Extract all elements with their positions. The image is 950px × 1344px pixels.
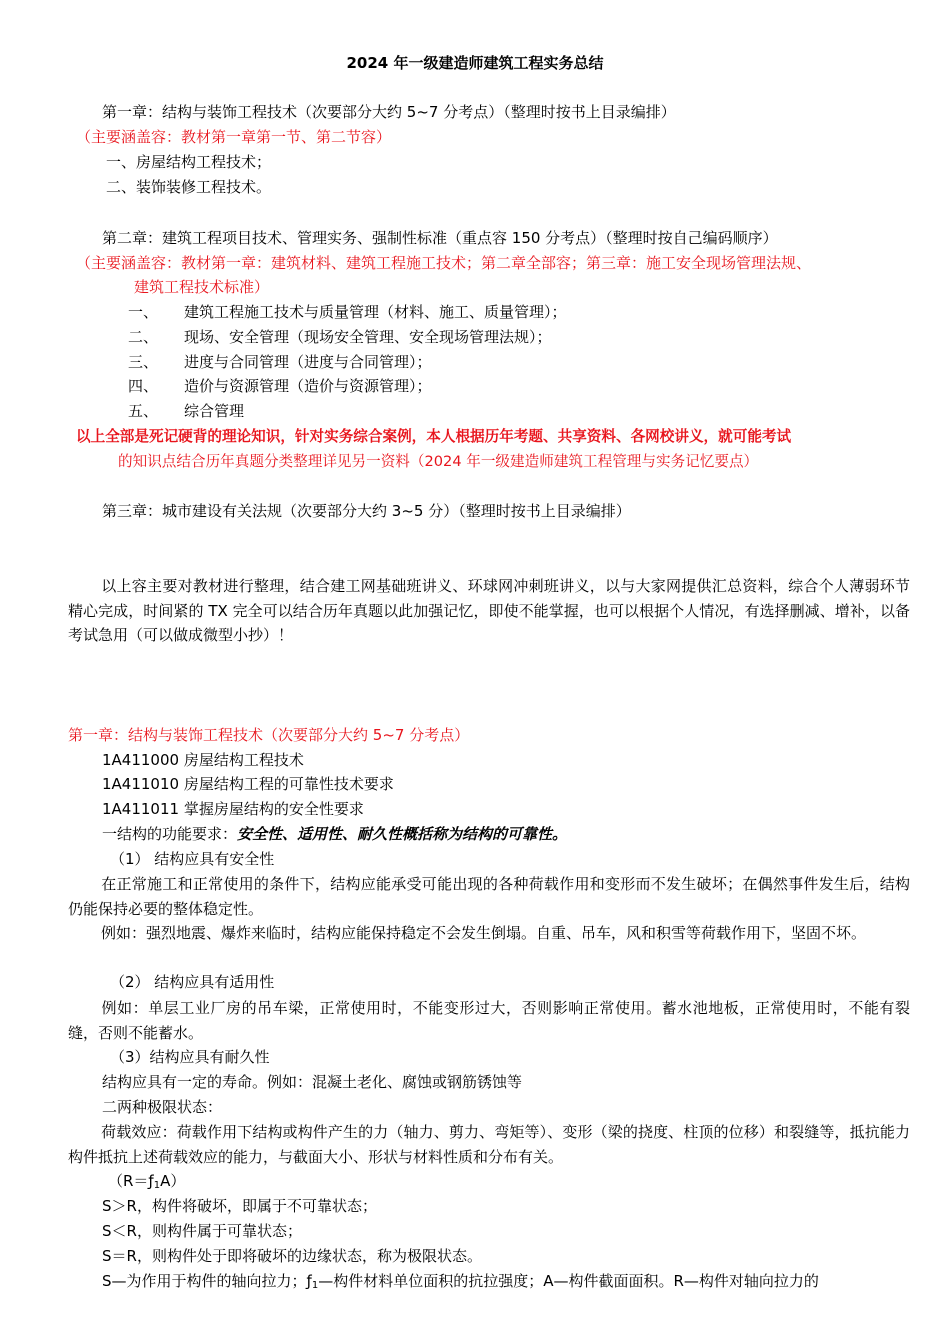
ch2-item-number: 二、 [128, 328, 159, 346]
ch2-item-text: 现场、安全管理（现场安全管理、安全现场管理法规）； [184, 328, 552, 346]
section-code-2: 1A411010 房屋结构工程的可靠性技术要求 [102, 775, 394, 793]
definition-line [102, 1270, 819, 1292]
ch2-item [128, 351, 432, 373]
ch2-scope-line-1: （主要涵盖容：教材第一章：建筑材料、建筑工程施工技术；第二章全部容；第三章：施工安全现场管理法规、 [76, 254, 812, 272]
ch2-item-number: 五、 [128, 402, 159, 420]
ch2-item [128, 301, 567, 323]
load-effect-text: 荷载效应：荷载作用下结构或构件产生的力（轴力、剪力、弯矩等）、变形（梁的挠度、柱顶的位移）和裂缝等，抵抗能力构件抵抗上述荷载效应的能力，与截面大小、形状与材料性质和分布有关。 [68, 1123, 910, 1166]
ch2-item-text: 建筑工程施工技术与质量管理（材料、施工、质量管理）； [184, 303, 567, 321]
function-emphasis: 安全性、适用性、耐久性概括称为结构的可靠性。 [237, 825, 568, 843]
formula [108, 1170, 185, 1192]
ch2-scope-line-2: 建筑工程技术标准） [134, 278, 270, 296]
ch2-item-text: 造价与资源管理（造价与资源管理）； [184, 377, 432, 395]
serviceability-heading: （2） 结构应具有适用性 [110, 973, 275, 991]
durability-heading: （3）结构应具有耐久性 [110, 1048, 270, 1066]
ch2-item-text: 进度与合同管理（进度与合同管理）； [184, 353, 432, 371]
safety-heading: （1） 结构应具有安全性 [110, 850, 275, 868]
condition-3: S＝R，则构件处于即将破坏的边缘状态，称为极限状态。 [102, 1247, 482, 1265]
definition-part: —构件材料单位面积的抗拉强度；A—构件截面面积。R—构件对轴向拉力的 [318, 1272, 819, 1290]
serviceability-example-text: 例如：单层工业厂房的吊车梁，正常使用时，不能变形过大，否则影响正常使用。蓄水池地板，正常使用时，不能有裂缝，否则不能蓄水。 [68, 999, 910, 1042]
section-code-1: 1A411000 房屋结构工程技术 [102, 751, 304, 769]
ch2-item [128, 375, 432, 397]
formula-subscript: 1 [153, 1180, 161, 1191]
load-effect-paragraph [68, 1120, 910, 1169]
formula-part: （R＝ƒ [108, 1172, 154, 1190]
function-requirement [102, 823, 567, 845]
ch1-item-1: 一、房屋结构工程技术； [106, 153, 272, 171]
ch2-item [128, 326, 552, 348]
formula-part: A） [160, 1172, 186, 1190]
ch2-note-line-2: 的知识点结合历年真题分类整理详见另一资料（2024 年一级建造师建筑工程管理与实务记忆要点） [118, 453, 759, 470]
ch3-outline-heading: 第三章：城市建设有关法规（次要部分大约 3~5 分）（整理时按书上目录编排） [102, 502, 631, 520]
function-label: 一结构的功能要求： [102, 825, 238, 843]
definition-part: S—为作用于构件的轴向拉力；ƒ [102, 1272, 312, 1290]
body-ch1-heading: 第一章：结构与装饰工程技术（次要部分大约 5~7 分考点） [68, 726, 470, 744]
ch2-note-line-1: 以上全部是死记硬背的理论知识，针对实务综合案例，本人根据历年考题、共享资料、各网校讲义，就可能考试 [76, 428, 792, 445]
intro-paragraph [68, 574, 910, 648]
ch2-item-number: 三、 [128, 353, 159, 371]
safety-paragraph [68, 872, 910, 921]
ch2-outline-heading: 第二章：建筑工程项目技术、管理实务、强制性标准（重点容 150 分考点）（整理时按自己编码顺序） [102, 229, 778, 247]
section-code-3: 1A411011 掌握房屋结构的安全性要求 [102, 800, 364, 818]
condition-1: S＞R，构件将破坏，即属于不可靠状态； [102, 1197, 377, 1215]
serviceability-example [68, 996, 910, 1045]
document-title: 2024 年一级建造师建筑工程实务总结 [346, 54, 604, 72]
limit-states-heading: 二两种极限状态： [102, 1098, 223, 1116]
ch1-scope: （主要涵盖容：教材第一章第一节、第二节容） [76, 128, 392, 146]
ch1-outline-heading: 第一章：结构与装饰工程技术（次要部分大约 5~7 分考点）（整理时按书上目录编排） [102, 103, 676, 121]
ch2-item [128, 400, 244, 422]
intro-text: 以上容主要对教材进行整理，结合建工网基础班讲义、环球网冲刺班讲义，以与大家网提供汇总资料，综合个人薄弱环节精心完成，时间紧的 TX 完全可以结合历年真题以此加强记忆，即使不能掌握，也可以根据个人情况，有选择删减、增补，以备考试急用（可以做成微型小抄）！ [68, 577, 910, 644]
condition-2: S＜R，则构件属于可靠状态； [102, 1222, 302, 1240]
safety-text: 在正常施工和正常使用的条件下，结构应能承受可能出现的各种荷载作用和变形而不发生破坏；在偶然事件发生后，结构仍能保持必要的整体稳定性。 [68, 875, 910, 918]
safety-example-text: 例如：强烈地震、爆炸来临时，结构应能保持稳定不会发生倒塌。自重、吊车，风和积雪等荷载作用下，坚固不坏。 [101, 924, 867, 942]
definition-subscript: 1 [311, 1280, 319, 1291]
ch1-item-2: 二、装饰装修工程技术。 [106, 178, 272, 196]
ch2-item-number: 一、 [128, 303, 159, 321]
safety-example [68, 921, 910, 946]
ch2-item-number: 四、 [128, 377, 159, 395]
ch2-item-text: 综合管理 [184, 402, 245, 420]
durability-paragraph: 结构应具有一定的寿命。例如：混凝土老化、腐蚀或钢筋锈蚀等 [102, 1073, 523, 1091]
